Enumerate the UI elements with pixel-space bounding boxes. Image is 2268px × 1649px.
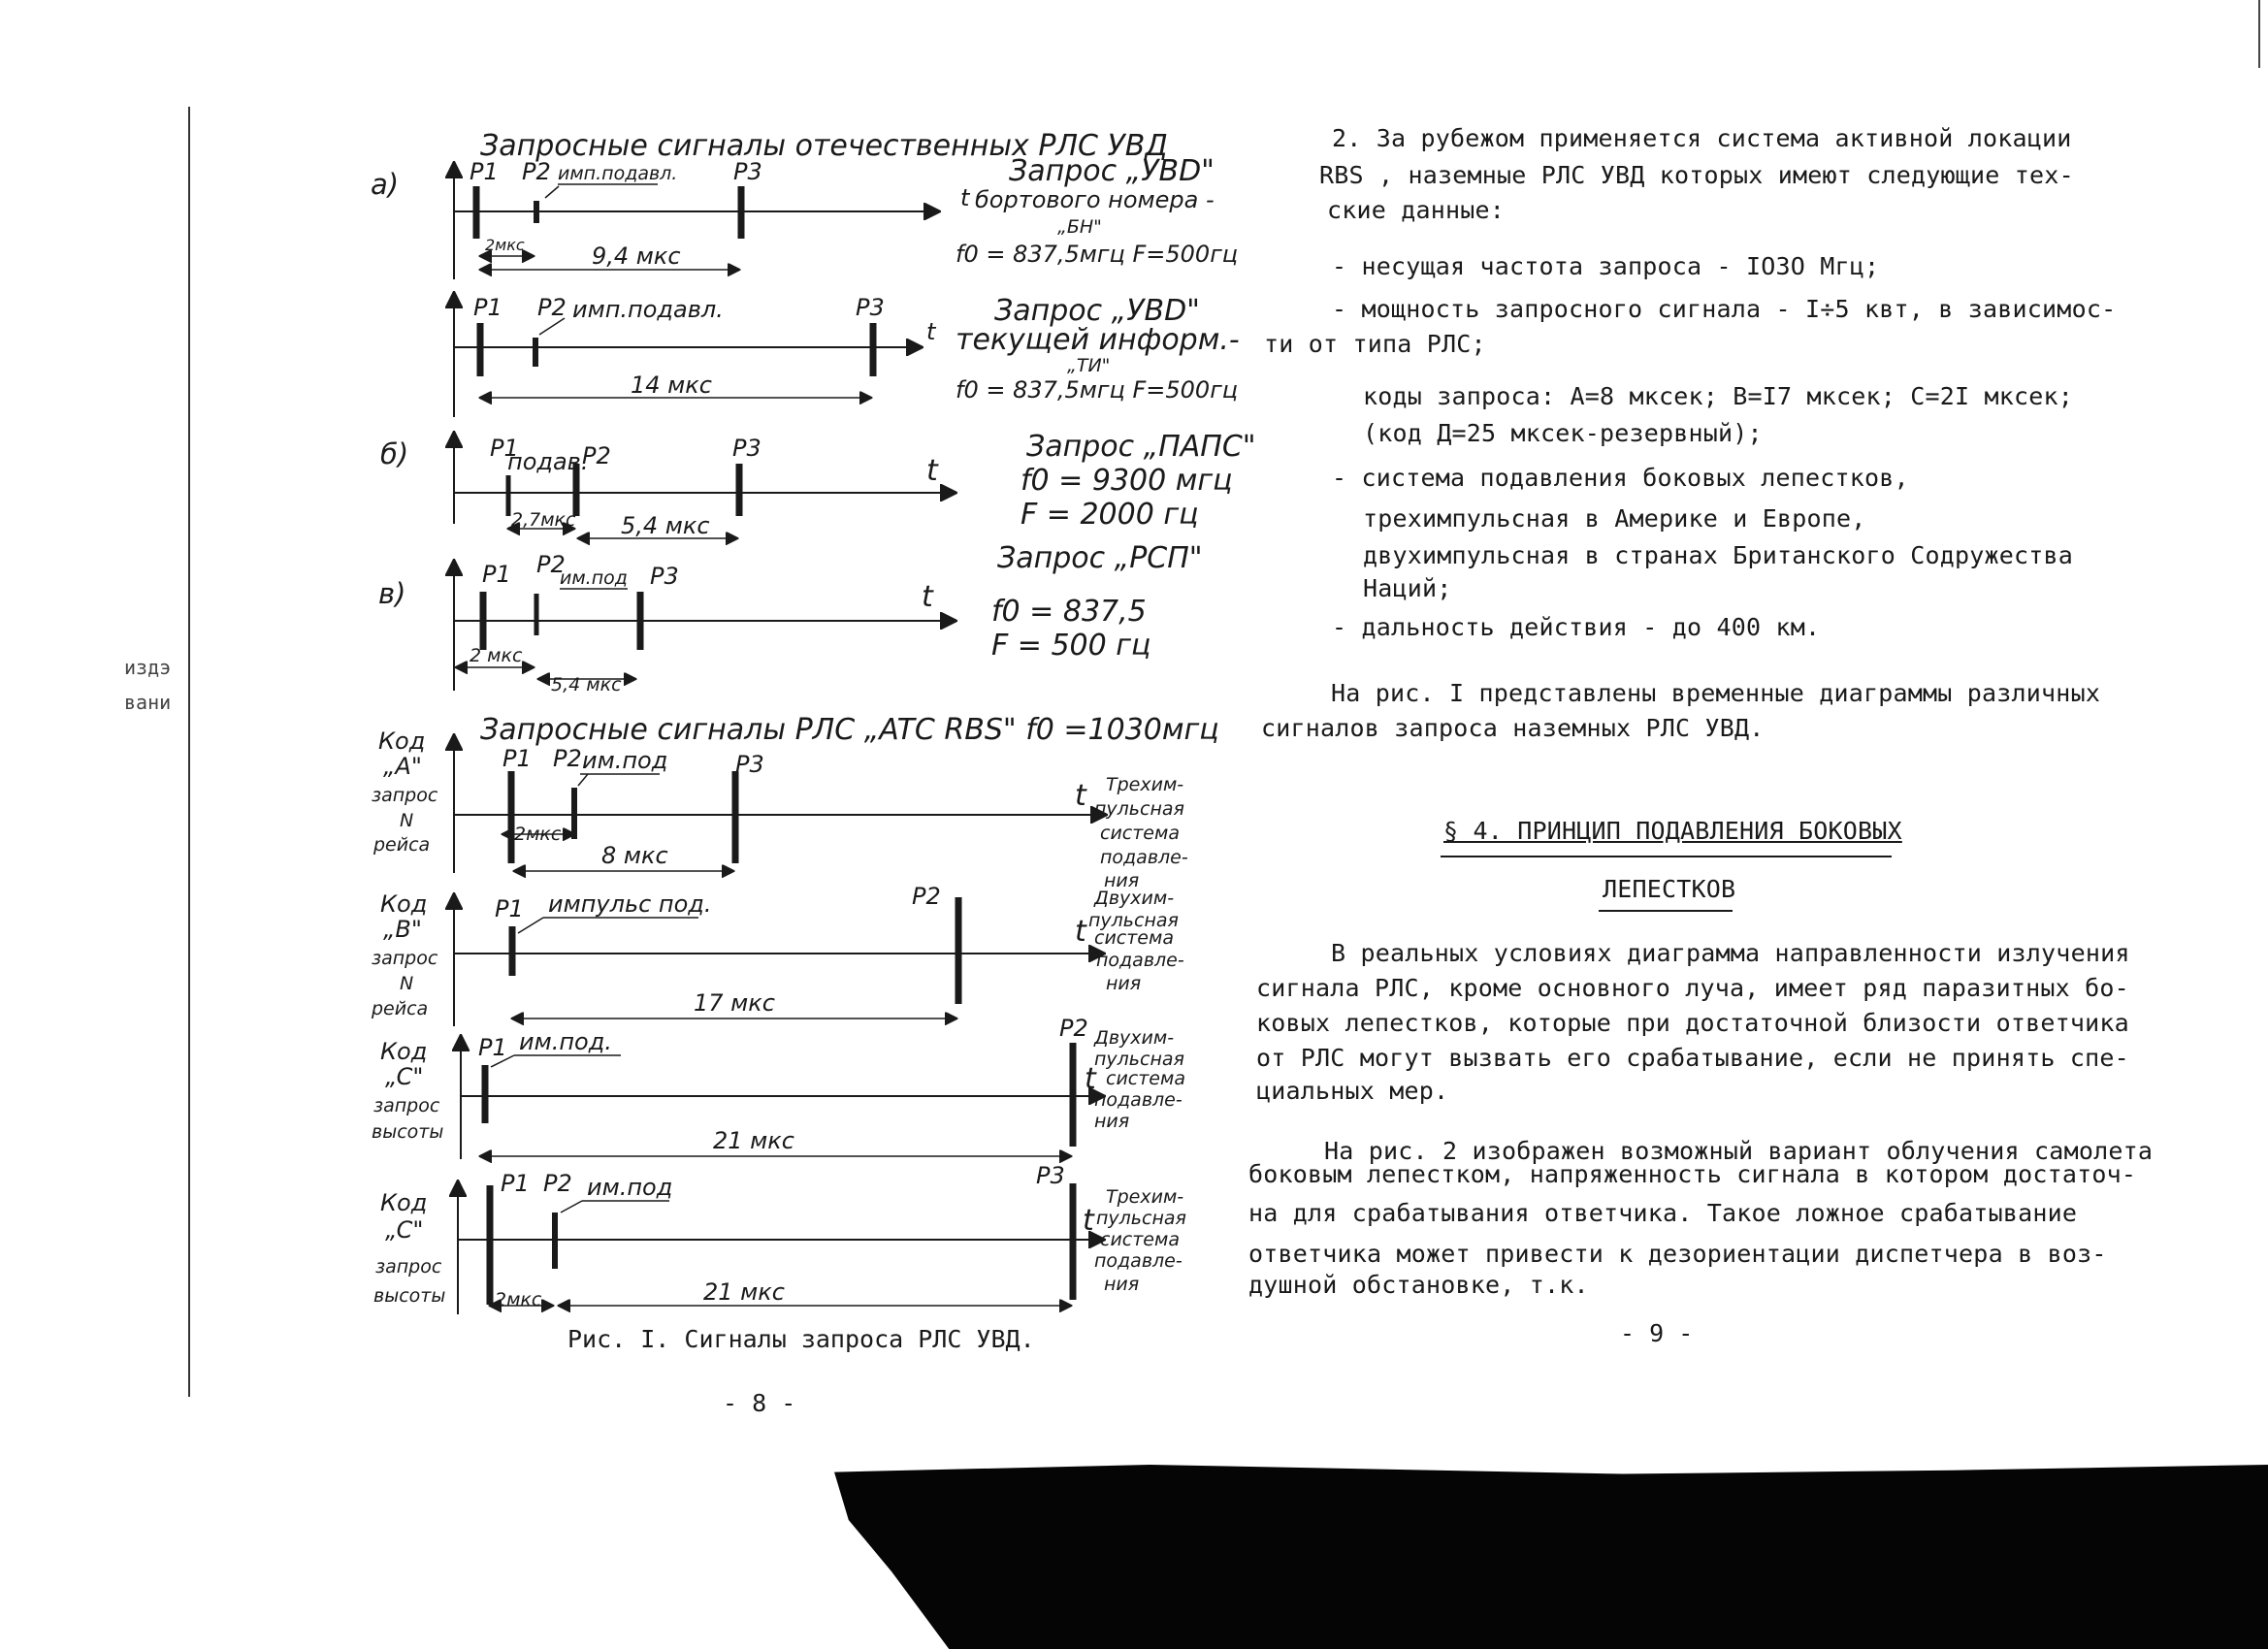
diagram-code-a [372, 728, 1188, 891]
text-line: трехимпульсная в Америке и Европе, [1363, 504, 1866, 533]
axis-t: t [922, 580, 933, 614]
suppression-desc: подавле- [1094, 1250, 1183, 1272]
request-name: Запрос „УВD" [1009, 154, 1215, 188]
text-line: - система подавления боковых лепестков, [1332, 464, 1909, 492]
p2-label: P2 [522, 158, 551, 185]
p3-label: P3 [650, 563, 679, 590]
request-name: Запрос „УВD" [994, 294, 1200, 328]
axis-t: t [960, 184, 970, 211]
side-label: в) [378, 577, 406, 610]
suppress-note: подав. [507, 448, 589, 475]
side-label: запрос [373, 1095, 440, 1116]
suppression-desc: система [1100, 823, 1180, 844]
suppression-desc: система [1094, 927, 1174, 949]
duration-label: 17 мкс [694, 989, 775, 1017]
duration-label: 21 мкс [703, 1278, 785, 1306]
text-line: боковым лепестком, напряженность сигнала в котором достаточ- [1248, 1160, 2137, 1188]
suppression-desc: пульсная [1094, 798, 1184, 820]
p2-label: P2 [582, 442, 611, 469]
suppress-note: импульс под. [548, 890, 712, 918]
suppress-note: им.под [587, 1174, 673, 1201]
request-name: Запрос „ПАПС" [1026, 430, 1256, 464]
p2-label: P2 [536, 551, 566, 578]
duration-label: 8 мкс [601, 842, 668, 869]
section-heading: § 4. ПРИНЦИП ПОДАВЛЕНИЯ БОКОВЫХ [1443, 817, 1902, 845]
side-label: запрос [375, 1256, 442, 1277]
text-line: сигналов запроса наземных РЛС УВД. [1261, 714, 1765, 742]
axis-t: t [926, 318, 936, 345]
text-line: В реальных условиях диаграмма направленности излучения [1331, 939, 2130, 967]
text-line: На рис. 2 изображен возможный вариант облучения самолета [1324, 1137, 2154, 1165]
side-label: Код [380, 1189, 428, 1216]
request-prf: F = 2000 гц [1021, 498, 1199, 532]
diagram-title-domestic: Запросные сигналы отечественных РЛС УВД [480, 129, 1168, 163]
side-label: б) [380, 437, 409, 470]
text-line: ответчика может привести к дезориентации диспетчера в воз- [1248, 1240, 2107, 1268]
side-label: Код [380, 1038, 428, 1065]
suppression-desc: ния [1094, 1111, 1130, 1132]
p3-label: P3 [856, 294, 885, 321]
p1-label: P1 [478, 1034, 507, 1061]
request-freq: f0 = 837,5 [991, 595, 1147, 629]
suppress-note: имп.подавл. [558, 163, 678, 184]
request-freq: f0 = 837,5мгц F=500гц [956, 376, 1239, 404]
side-label: „A" [383, 753, 422, 780]
side-label: N [400, 973, 414, 994]
side-label: N [400, 810, 414, 831]
text-line: ти от типа РЛС; [1264, 330, 1486, 358]
p1-label: P1 [482, 561, 511, 588]
suppress-note: им.под [560, 567, 628, 589]
duration-label: 2,7мкс [511, 509, 576, 531]
suppression-desc: ния [1104, 870, 1140, 891]
suppression-desc: Двухим- [1094, 888, 1175, 909]
request-abbr: „БН" [1057, 216, 1102, 238]
suppression-desc: пульсная [1094, 1049, 1184, 1070]
p2-label: P2 [543, 1170, 572, 1197]
suppression-desc: подавле- [1100, 847, 1188, 868]
p1-label: P1 [490, 435, 519, 462]
text-line: циальных мер. [1256, 1077, 1449, 1105]
diagram-b [380, 430, 1256, 539]
request-name: Запрос „РСП" [997, 541, 1203, 575]
diagram-title-atc: Запросные сигналы РЛС „ATC RBS" f0 =1030мгц [480, 713, 1219, 747]
p1-label: P1 [501, 1170, 530, 1197]
duration-label: 9,4 мкс [592, 242, 681, 270]
suppression-desc: подавле- [1094, 1089, 1183, 1111]
p2-label: P2 [537, 294, 567, 321]
p1-label: P1 [495, 895, 524, 922]
side-label: высоты [373, 1285, 446, 1307]
page-number-right: - 9 - [1620, 1319, 1694, 1347]
text-line: двухимпульсная в странах Британского Содружества [1363, 541, 2074, 569]
section-heading: ЛЕПЕСТКОВ [1603, 875, 1736, 903]
p3-label: P3 [732, 435, 761, 462]
text-line: сигнала РЛС, кроме основного луча, имеет ряд паразитных бо- [1256, 974, 2129, 1002]
axis-t: t [1075, 915, 1086, 949]
diagram-a-2 [454, 293, 1240, 417]
text-line: - дальность действия - до 400 км. [1332, 613, 1821, 641]
duration-label: 2мкс [495, 1289, 542, 1310]
p3-label: P3 [733, 158, 762, 185]
request-prf: F = 500 гц [991, 629, 1151, 663]
suppression-desc: Двухим- [1094, 1027, 1175, 1049]
suppression-desc: Трехим- [1106, 774, 1184, 795]
margin-fragment: издэ [124, 656, 172, 679]
side-label: запрос [372, 785, 438, 806]
axis-t: t [1083, 1204, 1094, 1238]
text-line: на для срабатывания ответчика. Такое ложное срабатывание [1248, 1199, 2078, 1227]
axis-t: t [1075, 779, 1086, 813]
side-label: а) [371, 168, 400, 201]
diagram-code-b [371, 883, 1184, 1026]
p3-label: P3 [1036, 1162, 1065, 1189]
duration-label: 21 мкс [713, 1127, 794, 1154]
text-line: Наций; [1363, 574, 1452, 602]
text-line: - несущая частота запроса - IO3O Мгц; [1332, 252, 1880, 280]
p2-label: P2 [553, 745, 582, 772]
suppression-desc: система [1100, 1229, 1180, 1250]
duration-label: 5,4 мкс [621, 512, 710, 539]
suppress-note: имп.подавл. [572, 296, 724, 323]
axis-t: t [926, 454, 938, 488]
text-line: (код Д=25 мксек-резервный); [1363, 419, 1763, 447]
side-label: запрос [372, 948, 438, 969]
p1-label: P1 [470, 158, 499, 185]
text-line: от РЛС могут вызвать его срабатывание, если не принять спе- [1256, 1044, 2129, 1072]
p1-label: P1 [502, 745, 532, 772]
request-abbr: „ТИ" [1067, 355, 1111, 376]
side-label: Код [380, 890, 428, 918]
text-line: душной обстановке, т.к. [1248, 1271, 1589, 1299]
request-desc: текущей информ.- [956, 323, 1240, 357]
suppress-note: им.под [582, 747, 668, 774]
suppression-desc: ния [1106, 973, 1142, 994]
p2-label: P2 [1059, 1015, 1088, 1042]
request-desc: бортового номера - [975, 186, 1215, 213]
request-freq: f0 = 837,5мгц F=500гц [956, 241, 1239, 268]
p3-label: P3 [735, 751, 764, 778]
text-line: коды запроса: А=8 мксек; В=I7 мксек; С=2I мксек; [1363, 382, 2074, 410]
suppression-desc: подавле- [1096, 950, 1184, 971]
diagram-v [378, 541, 1203, 695]
axis-t: t [1085, 1062, 1096, 1096]
suppress-note: им.под. [519, 1028, 612, 1055]
diagram-a-1 [371, 154, 1238, 279]
suppression-desc: Трехим- [1106, 1186, 1184, 1208]
text-line: ковых лепестков, которые при достаточной близости ответчика [1256, 1009, 2129, 1037]
suppression-desc: пульсная [1088, 910, 1179, 931]
heading-rule [1441, 856, 1892, 857]
suppression-desc: система [1106, 1068, 1185, 1089]
text-line: 2. За рубежом применяется система активной локации [1332, 124, 2072, 152]
side-label: рейса [372, 998, 429, 1019]
text-line: На рис. I представлены временные диаграммы различных [1331, 679, 2101, 707]
page-number-left: - 8 - [723, 1389, 796, 1417]
figure-caption: Рис. I. Сигналы запроса РЛС УВД. [567, 1325, 1035, 1353]
diagram-code-c-2 [373, 1162, 1186, 1314]
p1-label: P1 [473, 294, 502, 321]
request-freq: f0 = 9300 мгц [1021, 464, 1233, 498]
margin-fragment: вани [124, 691, 172, 714]
side-label: рейса [373, 834, 431, 856]
suppression-desc: ния [1104, 1274, 1140, 1295]
p2-label: P2 [912, 883, 941, 910]
duration-label: 2мкс [485, 236, 525, 254]
suppression-desc: пульсная [1096, 1208, 1186, 1229]
duration-label: 14 мкс [631, 372, 712, 399]
duration-label: 2 мкс [470, 645, 523, 666]
heading-rule [1599, 910, 1733, 912]
text-line: ские данные: [1327, 196, 1506, 224]
diagram-code-c-1 [372, 1015, 1185, 1159]
side-label: „C" [385, 1216, 424, 1244]
side-label: „B" [383, 916, 422, 943]
duration-label: 2мкс [514, 824, 562, 845]
side-label: Код [378, 728, 426, 755]
side-label: „C" [385, 1063, 424, 1090]
side-label: высоты [372, 1121, 444, 1143]
text-line: RBS , наземные РЛС УВД которых имеют следующие тех- [1319, 161, 2074, 189]
text-line: - мощность запросного сигнала - I÷5 квт, в зависимос- [1332, 295, 2117, 323]
duration-label: 5,4 мкс [551, 674, 622, 695]
